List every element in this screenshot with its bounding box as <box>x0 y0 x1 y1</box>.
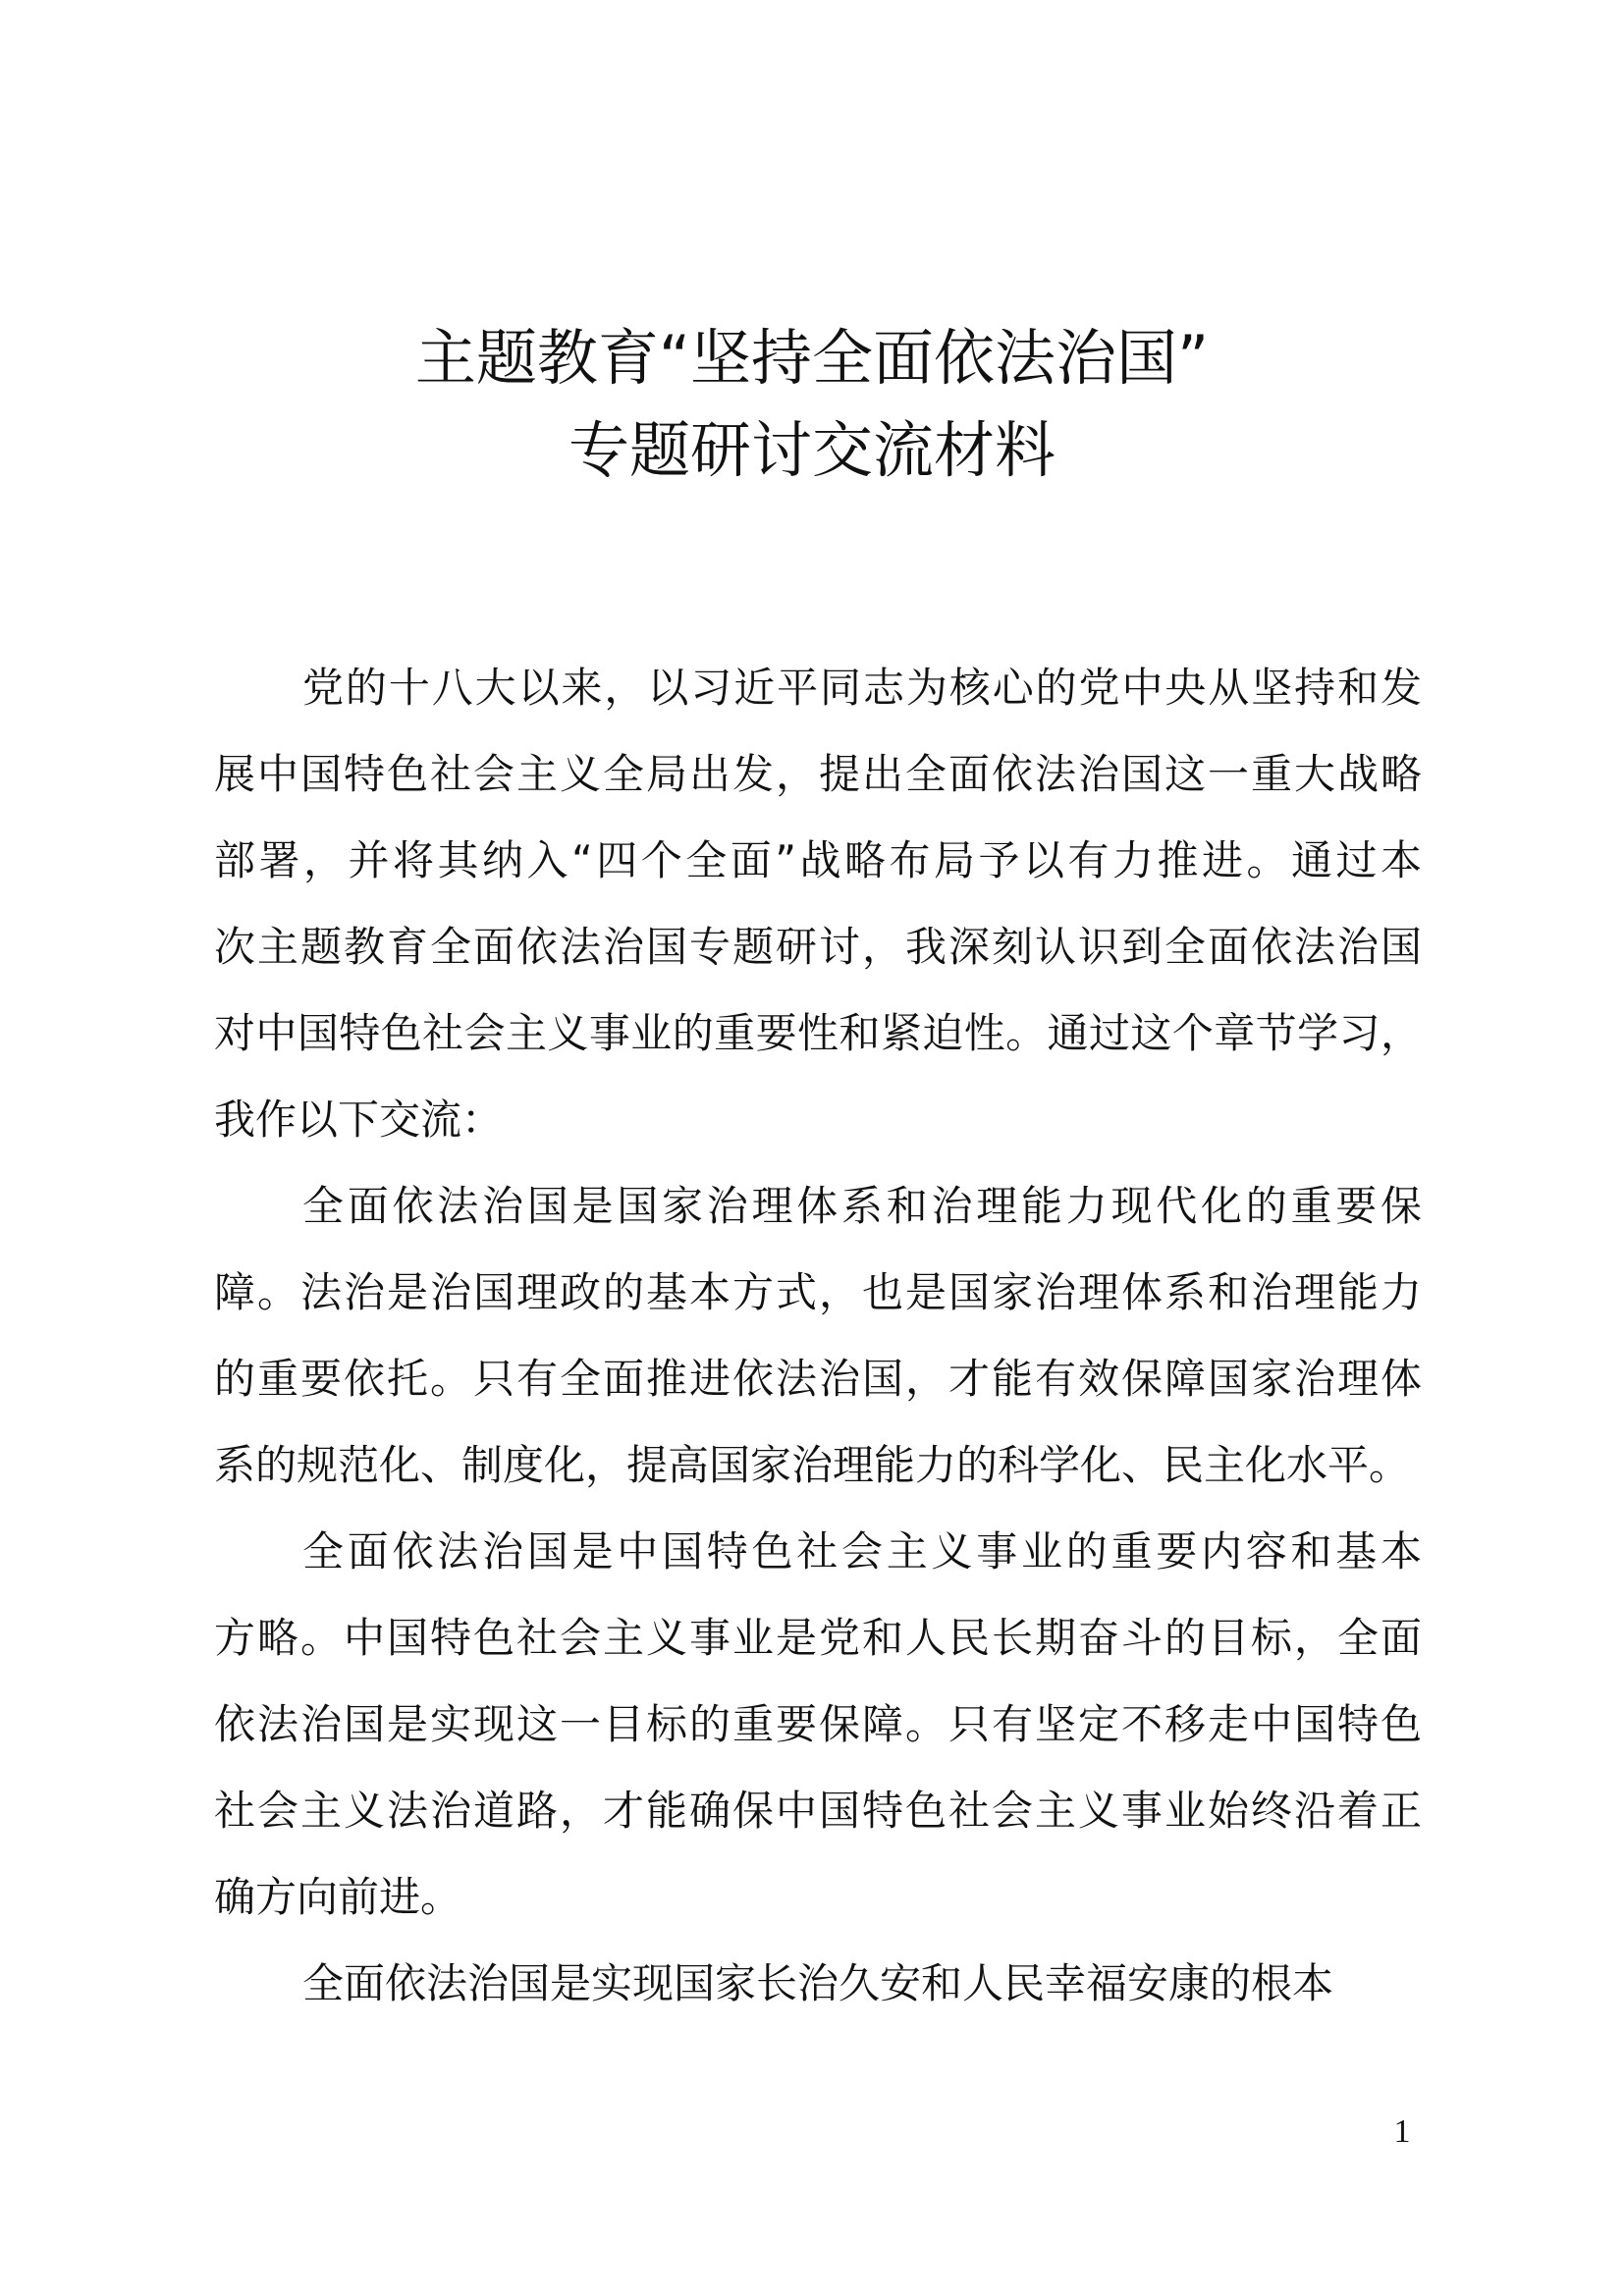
body-line: 全面依法治国是实现国家长治久安和人民幸福安康的根本 <box>302 1959 1334 2007</box>
body-line: 的重要依托。只有全面推进依法治国，才能有效保障国家治理体 <box>214 1355 1422 1403</box>
body-line: 次主题教育全面依法治国专题研讨，我深刻认识到全面依法治国 <box>214 923 1422 971</box>
body-line: 党的十八大以来，以习近平同志为核心的党中央从坚持和发 <box>302 664 1422 712</box>
document-title <box>0 312 1624 497</box>
body-line: 部署，并将其纳入“四个全面”战略布局予以有力推进。通过本 <box>214 836 1422 884</box>
body-line: 对中国特色社会主义事业的重要性和紧迫性。通过这个章节学习， <box>214 1009 1422 1057</box>
body-line: 确方向前进。 <box>214 1873 462 1921</box>
body-line: 我作以下交流： <box>214 1095 504 1144</box>
body-line: 全面依法治国是国家治理体系和治理能力现代化的重要保 <box>302 1182 1422 1230</box>
body-line: 展中国特色社会主义全局出发，提出全面依法治国这一重大战略 <box>214 750 1422 798</box>
body-line: 障。法治是治国理政的基本方式，也是国家治理体系和治理能力 <box>214 1268 1422 1316</box>
title-line-2: 专题研讨交流材料 <box>568 414 1056 486</box>
body-line: 依法治国是实现这一目标的重要保障。只有坚定不移走中国特色 <box>214 1700 1422 1748</box>
body-line: 全面依法治国是中国特色社会主义事业的重要内容和基本 <box>302 1527 1422 1575</box>
body-line: 方略。中国特色社会主义事业是党和人民长期奋斗的目标，全面 <box>214 1614 1422 1662</box>
document-body <box>214 645 1422 2027</box>
title-line-1: 主题教育“坚持全面依法治国” <box>414 322 1210 394</box>
body-line: 系的规范化、制度化，提高国家治理能力的科学化、民主化水平。 <box>214 1441 1411 1489</box>
body-line: 社会主义法治道路，才能确保中国特色社会主义事业始终沿着正 <box>214 1787 1422 1835</box>
page-number: 1 <box>1393 2113 1411 2150</box>
